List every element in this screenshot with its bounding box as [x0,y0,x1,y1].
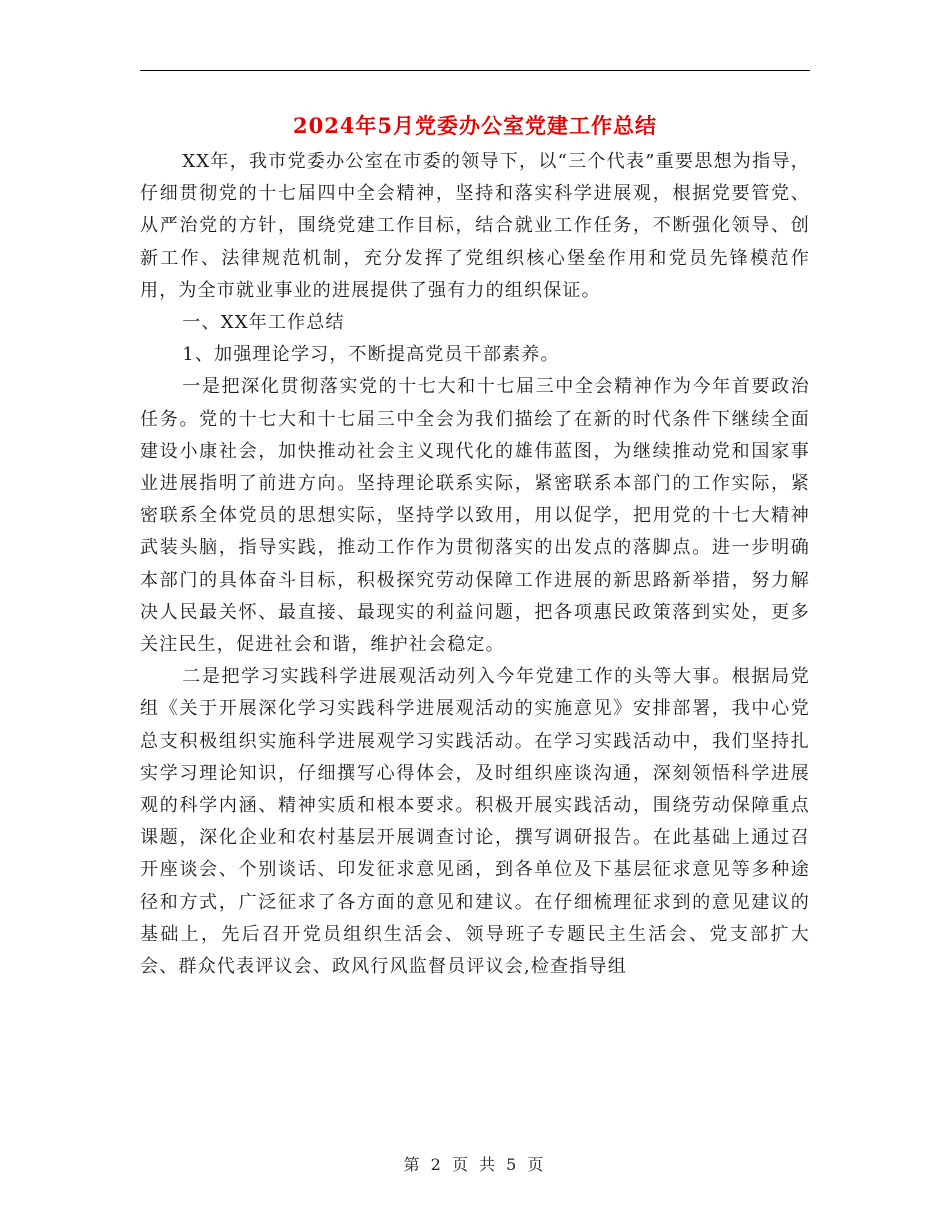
document-title: 2024年5月党委办公室党建工作总结 [292,113,658,138]
paragraph-second-point: 二是把学习实践科学进展观活动列入今年党建工作的头等大事。根据局党组《关于开展深化学习实践科学进展观活动的实施意见》安排部署，我中心党总支积极组织实施科学进展观学习实践活动。在学习实践活动中，我们坚持扎实学习理论知识，仔细撰写心得体会，及时组织座谈沟通，深刻领悟科学进展观的科学内涵、精神实质和根本要求。积极开展实践活动，围绕劳动保障重点课题，深化企业和农村基层开展调查讨论，撰写调研报告。在此基础上通过召开座谈会、个别谈话、印发征求意见函，到各单位及下基层征求意见等多种途径和方式，广泛征求了各方面的意见和建议。在仔细梳理征求到的意见建议的基础上，先后召开党员组织生活会、领导班子专题民主生活会、党支部扩大会、群众代表评议会、政风行风监督员评议会,检查指导组 [140,666,810,978]
subsection-heading: 1、加强理论学习，不断提高党员干部素养。 [182,344,560,366]
paragraph-intro: XX年，我市党委办公室在市委的领导下，以“三个代表”重要思想为指导，仔细贯彻党的十七届四中全会精神，坚持和落实科学进展观，根据党要管党、从严治党的方针，围绕党建工作目标，结合就业工作任务，不断强化领导、创新工作、法律规范机制，充分发挥了党组织核心堡垒作用和党员先锋模范作用，为全市就业事业的进展提供了强有力的组织保证。 [140,151,810,301]
paragraph-first-point: 一是把深化贯彻落实党的十七大和十七届三中全会精神作为今年首要政治任务。党的十七大和十七届三中全会为我们描绘了在新的时代条件下继续全面建设小康社会，加快推动社会主义现代化的雄伟蓝图，为继续推动党和国家事业进展指明了前进方向。坚持理论联系实际，紧密联系本部门的工作实际，紧密联系全体党员的思想实际，坚持学以致用，用以促学，把用党的十七大精神武装头脑，指导实践，推动工作作为贯彻落实的出发点的落脚点。进一步明确本部门的具体奋斗目标，积极探究劳动保障工作进展的新思路新举措，努力解决人民最关怀、最直接、最现实的利益问题，把各项惠民政策落到实处，更多关注民生，促进社会和谐，维护社会稳定。 [140,376,810,656]
header-rule [140,70,810,71]
page-number-indicator: 第 2 页 共 5 页 [403,1155,547,1174]
document-body [140,146,810,983]
section-heading: 一、XX年工作总结 [182,312,345,334]
